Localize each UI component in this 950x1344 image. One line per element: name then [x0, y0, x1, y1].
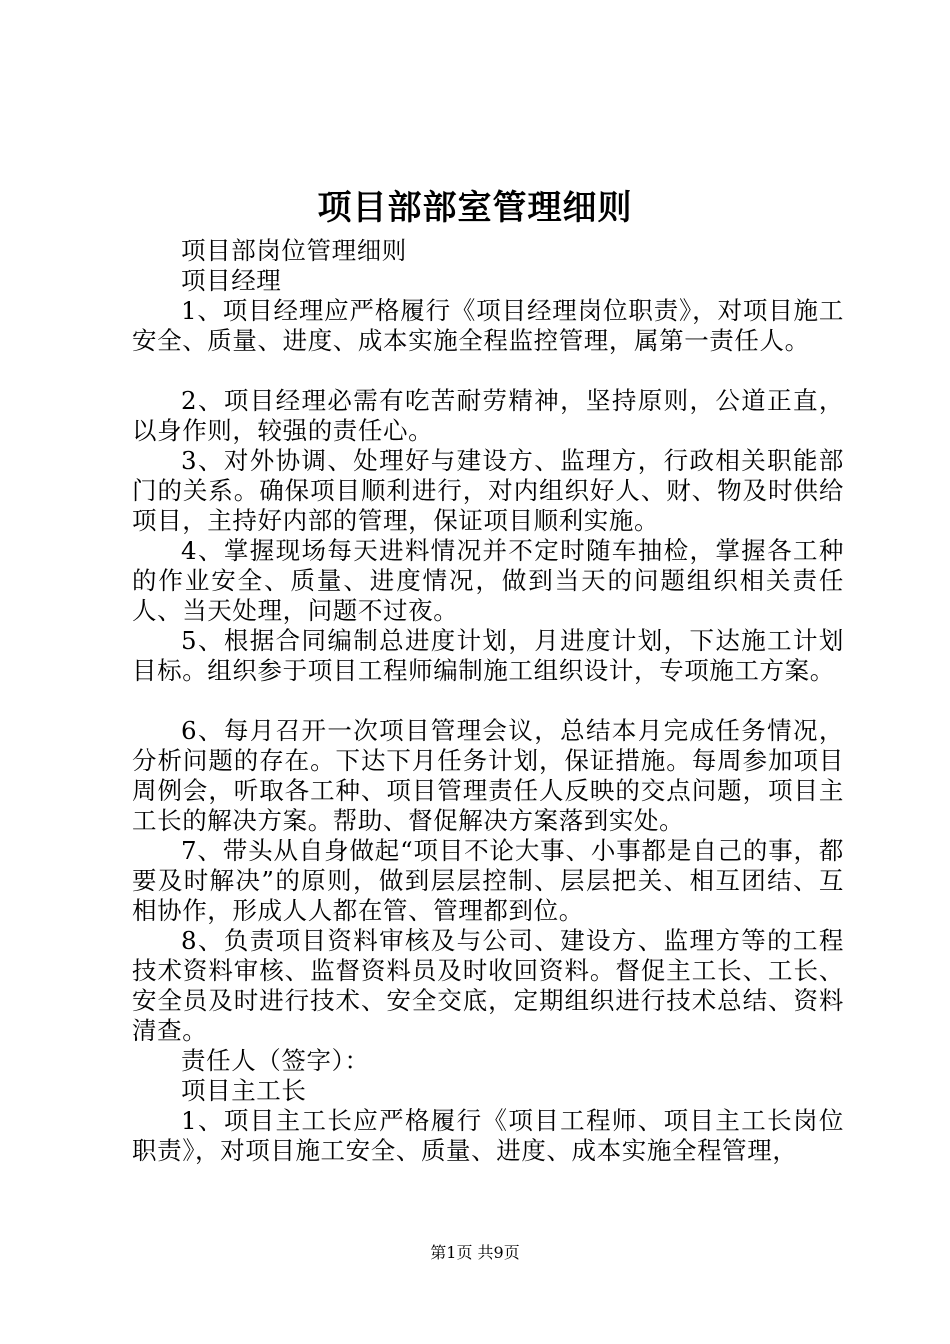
paragraph-item-1: 1、项目经理应严格履行《项目经理岗位职责》，对项目施工安全、质量、进度、成本实施全程监控管理，属第一责任人。: [132, 296, 844, 355]
paragraph-item-1b: 1、项目主工长应严格履行《项目工程师、项目主工长岗位职责》，对项目施工安全、质量、进度、成本实施全程管理，: [132, 1106, 844, 1165]
paragraph-item-2: 2、项目经理必需有吃苦耐劳精神，坚持原则，公道正直，以身作则，较强的责任心。: [132, 386, 844, 445]
document-body: [132, 236, 844, 1166]
paragraph-item-7: 7、带头从自身做起“项目不论大事、小事都是自己的事，都要及时解决”的原则，做到层层控制、层层把关、相互团结、互相协作，形成人人都在管、管理都到位。: [132, 836, 844, 925]
page-footer: 第1页 共9页: [430, 1243, 520, 1262]
paragraph-item-3: 3、对外协调、处理好与建设方、监理方，行政相关职能部门的关系。确保项目顺利进行，对内组织好人、财、物及时供给项目，主持好内部的管理，保证项目顺利实施。: [132, 446, 844, 535]
paragraph-role-heading: 项目经理: [181, 266, 282, 295]
paragraph-signature: 责任人（签字）：: [181, 1046, 370, 1075]
paragraph-section-heading: 项目部岗位管理细则: [181, 236, 407, 265]
paragraph-item-5: 5、根据合同编制总进度计划，月进度计划，下达施工计划目标。组织参于项目工程师编制施工组织设计，专项施工方案。: [132, 626, 844, 685]
paragraph-item-6: 6、每月召开一次项目管理会议，总结本月完成任务情况，分析问题的存在。下达下月任务计划，保证措施。每周参加项目周例会，听取各工种、项目管理责任人反映的交点问题，项目主工长的解决方案。帮助、督促解决方案落到实处。: [132, 716, 844, 835]
document-title: 项目部部室管理细则: [317, 188, 633, 228]
paragraph-item-4: 4、掌握现场每天进料情况并不定时随车抽检，掌握各工种的作业安全、质量、进度情况，做到当天的问题组织相关责任人、当天处理，问题不过夜。: [132, 536, 844, 625]
paragraph-item-8: 8、负责项目资料审核及与公司、建设方、监理方等的工程技术资料审核、监督资料员及时收回资料。督促主工长、工长、安全员及时进行技术、安全交底，定期组织进行技术总结、资料清查。: [132, 926, 844, 1045]
paragraph-role-heading-2: 项目主工长: [181, 1076, 307, 1105]
